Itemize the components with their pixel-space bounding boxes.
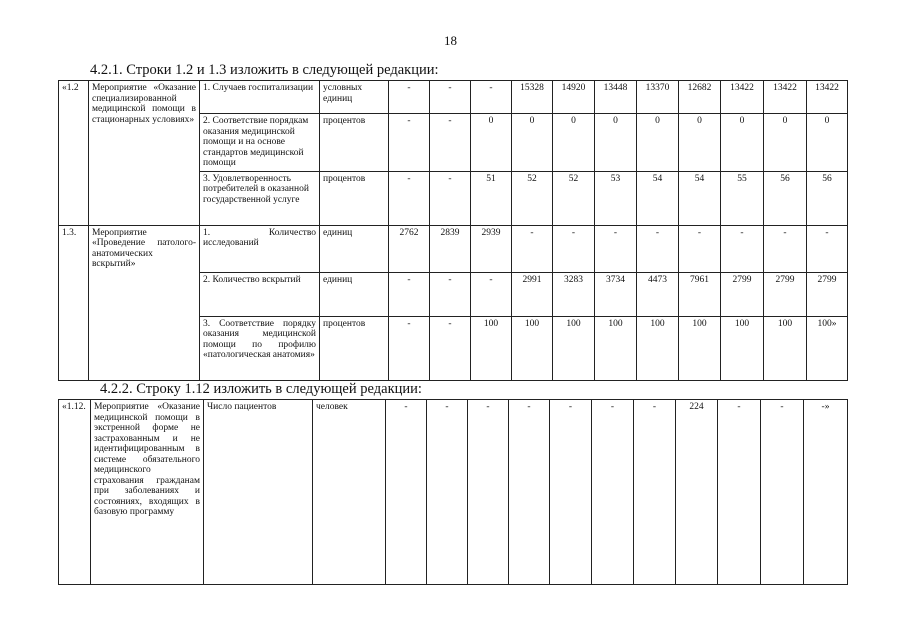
value-cell: 56: [807, 171, 848, 225]
table-row: [59, 81, 848, 114]
value-cell: 13422: [721, 81, 764, 114]
value-cell: 56: [764, 171, 807, 225]
indicator-cell: 3. Удовлетворенность потребителей в оказанной государственной услуге: [200, 171, 320, 225]
value-cell: -: [471, 81, 512, 114]
value-cell: 0: [512, 114, 553, 172]
value-cell: 2991: [512, 272, 553, 316]
value-cell: 2799: [764, 272, 807, 316]
section-heading-4-2-2: 4.2.2. Строку 1.12 изложить в следующей редакции:: [100, 381, 422, 397]
table-row-1-12: [58, 399, 848, 585]
value-cell: 100: [512, 316, 553, 380]
value-cell: -: [471, 272, 512, 316]
value-cell: -: [389, 316, 430, 380]
value-cell: 100»: [807, 316, 848, 380]
table-row: [59, 400, 848, 585]
activity-cell: Мероприятие «Оказание медицинской помощи в экстренной форме не застрахованным и не идентифицированным в системе обязательного медицинского страхования гражданам при заболеваниях и состояниях, входящих в базовую программу: [91, 400, 204, 585]
value-cell: -: [807, 225, 848, 272]
value-cell: 2762: [389, 225, 430, 272]
unit-cell: единиц: [320, 225, 389, 272]
activity-cell: Мероприятие «Проведение патолого-анатомических вскрытий»: [89, 225, 200, 380]
value-cell: -: [721, 225, 764, 272]
value-cell: 100: [679, 316, 721, 380]
value-cell: -: [430, 114, 471, 172]
value-cell: 54: [637, 171, 679, 225]
indicator-cell: 3. Соответствие порядку оказания медицинской помощи по профилю «патологическая анатомия»: [200, 316, 320, 380]
table-row: [59, 225, 848, 272]
value-cell: -»: [804, 400, 848, 585]
value-cell: 0: [637, 114, 679, 172]
unit-cell: процентов: [320, 171, 389, 225]
value-cell: 0: [721, 114, 764, 172]
value-cell: -: [430, 81, 471, 114]
value-cell: -: [389, 114, 430, 172]
value-cell: -: [550, 400, 592, 585]
value-cell: 13422: [764, 81, 807, 114]
value-cell: -: [427, 400, 468, 585]
value-cell: 14920: [553, 81, 595, 114]
value-cell: -: [468, 400, 509, 585]
row-number-cell: «1.12.: [59, 400, 91, 585]
value-cell: 2839: [430, 225, 471, 272]
value-cell: 55: [721, 171, 764, 225]
value-cell: 0: [807, 114, 848, 172]
value-cell: 51: [471, 171, 512, 225]
unit-cell: единиц: [320, 272, 389, 316]
value-cell: 54: [679, 171, 721, 225]
value-cell: -: [512, 225, 553, 272]
value-cell: 100: [471, 316, 512, 380]
value-cell: 0: [679, 114, 721, 172]
unit-cell: процентов: [320, 114, 389, 172]
indicator-cell: 2. Количество вскрытий: [200, 272, 320, 316]
value-cell: -: [389, 272, 430, 316]
unit-cell: процентов: [320, 316, 389, 380]
value-cell: 4473: [637, 272, 679, 316]
value-cell: 0: [764, 114, 807, 172]
value-cell: 13448: [595, 81, 637, 114]
row-number-cell: 1.3.: [59, 225, 89, 380]
value-cell: 53: [595, 171, 637, 225]
value-cell: 7961: [679, 272, 721, 316]
value-cell: 224: [676, 400, 718, 585]
value-cell: 52: [553, 171, 595, 225]
value-cell: -: [634, 400, 676, 585]
value-cell: -: [389, 171, 430, 225]
value-cell: -: [761, 400, 804, 585]
value-cell: -: [509, 400, 550, 585]
value-cell: 0: [595, 114, 637, 172]
page-number: 18: [444, 33, 457, 48]
value-cell: -: [389, 81, 430, 114]
value-cell: 13370: [637, 81, 679, 114]
value-cell: -: [764, 225, 807, 272]
value-cell: 0: [553, 114, 595, 172]
value-cell: -: [386, 400, 427, 585]
value-cell: -: [592, 400, 634, 585]
value-cell: 100: [721, 316, 764, 380]
value-cell: -: [553, 225, 595, 272]
value-cell: 100: [764, 316, 807, 380]
indicator-cell: 1. Количество исследований: [200, 225, 320, 272]
value-cell: -: [430, 171, 471, 225]
indicator-cell: 1. Случаев госпитализации: [200, 81, 320, 114]
value-cell: -: [430, 272, 471, 316]
value-cell: 100: [637, 316, 679, 380]
value-cell: -: [679, 225, 721, 272]
unit-cell: условных единиц: [320, 81, 389, 114]
unit-cell: человек: [313, 400, 386, 585]
value-cell: -: [637, 225, 679, 272]
section-heading-4-2-1: 4.2.1. Строки 1.2 и 1.3 изложить в следующей редакции:: [90, 62, 439, 78]
indicator-cell: Число пациентов: [204, 400, 313, 585]
table-body: [59, 81, 848, 381]
activity-cell: Мероприятие «Оказание специализированной медицинской помощи в стационарных условиях»: [89, 81, 200, 226]
value-cell: -: [595, 225, 637, 272]
value-cell: 3734: [595, 272, 637, 316]
value-cell: 100: [595, 316, 637, 380]
value-cell: 3283: [553, 272, 595, 316]
row-number-cell: «1.2: [59, 81, 89, 226]
table-body: [59, 400, 848, 585]
value-cell: 2799: [721, 272, 764, 316]
value-cell: 100: [553, 316, 595, 380]
value-cell: -: [718, 400, 761, 585]
value-cell: 52: [512, 171, 553, 225]
value-cell: 13422: [807, 81, 848, 114]
value-cell: 2939: [471, 225, 512, 272]
value-cell: 15328: [512, 81, 553, 114]
indicator-cell: 2. Соответствие порядкам оказания медицинской помощи и на основе стандартов медицинской помощи: [200, 114, 320, 172]
value-cell: -: [430, 316, 471, 380]
value-cell: 0: [471, 114, 512, 172]
table-rows-1-2-1-3: [58, 80, 848, 381]
value-cell: 2799: [807, 272, 848, 316]
value-cell: 12682: [679, 81, 721, 114]
